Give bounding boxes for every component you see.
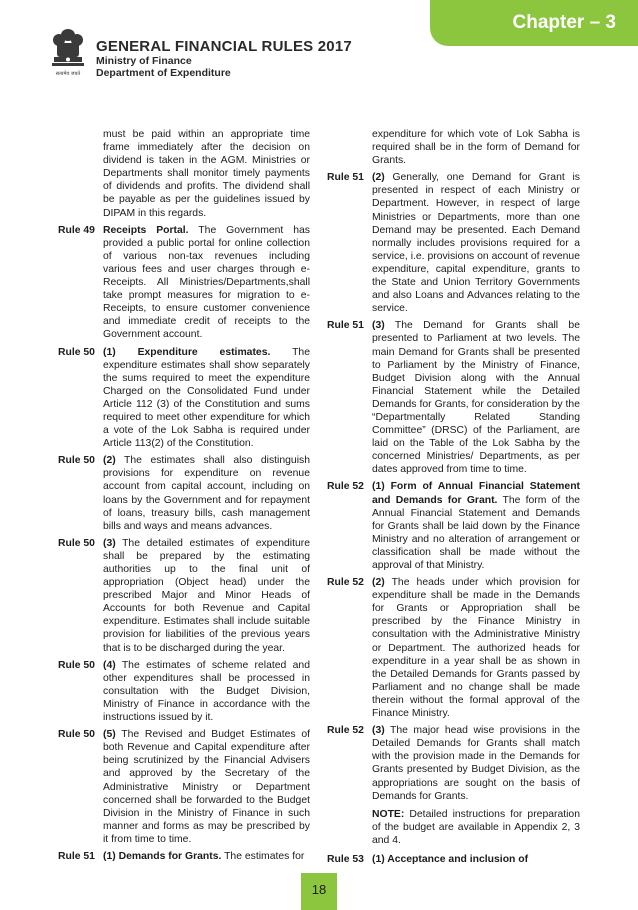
rule-52-3 [327, 724, 580, 803]
note-heading: NOTE: [372, 808, 405, 820]
rule-body-text: The heads under which provision for expenditure shall be made in the Demands for Grants or Appropriation shall be prescribed by the Finance Ministry in consultation with the Administrative Ministry or Department. The authorized heads for expenditure in a year shall be as shown in the Detailed Demands for Grants passed by Parliament and no change shall be made therein without the formal approval of the Finance Ministry. [372, 577, 580, 720]
national-emblem-icon [48, 25, 88, 79]
chapter-label: Chapter – 3 [512, 12, 616, 33]
rule-number: Rule 51 [327, 172, 364, 184]
rule-number: Rule 52 [327, 577, 364, 589]
rule-52-1 [327, 480, 580, 572]
continuation-text: must be paid within an appropriate time frame immediately after the decision on dividend is taken in the AGM. Ministries or Departments shall monitor timely payments of dividends and profits. The dividend shall be payable as per the guidelines issued by DIPAM in this regards. [103, 129, 310, 219]
page-number: 18 [311, 882, 327, 897]
rule-number: Rule 50 [58, 346, 95, 358]
rule-body-text: The major head wise provisions in the Detailed Demands for Grants shall match with the provision made in the Demands for Grants presented by Budget Division, as the appropriations are sought on the basis of Demands for Grants. [372, 725, 580, 802]
rule-body-text: The Government has provided a public portal for online collection of various non-tax revenues including various fees and user charges through e-Receipts. All Ministries/Departments,shall take prompt measures for migration to e-Receipts, to ensure customer convenience and immediate credit of receipts to the Government account. [103, 224, 310, 341]
right-column [327, 128, 580, 870]
page-number-box [301, 873, 337, 910]
chapter-tab [430, 0, 638, 46]
rule-50-4 [58, 659, 310, 724]
rule-number: Rule 50 [58, 537, 95, 549]
rule-number: Rule 49 [58, 224, 95, 236]
note-text: Detailed instructions for preparation of the budget are available in Appendix 2, 3 and 4. [372, 808, 580, 846]
rule-text [372, 853, 580, 866]
rule-52-2 [327, 576, 580, 720]
rule-text [103, 224, 310, 342]
rule-body-text: The estimates shall also distinguish provisions for expenditure on revenue account from capital account, including on loans by the Government and for repayment of loans, treasury bills, cash management bills and ways and means advances. [103, 455, 310, 532]
rule-51-1 [58, 850, 310, 863]
rule-51-3 [327, 319, 580, 476]
rule-text [103, 537, 310, 655]
ministry-name: Ministry of Finance [96, 55, 192, 67]
rule-text [103, 346, 310, 451]
rule-number: Rule 52 [327, 725, 364, 737]
rule-heading: (1) Expenditure estimates. [103, 346, 271, 358]
rule-50-5 [58, 728, 310, 846]
rule-number: Rule 51 [327, 320, 364, 332]
left-column [58, 128, 310, 867]
rule-heading: (3) [372, 320, 385, 332]
rule-text [372, 171, 580, 315]
rule-number: Rule 50 [58, 659, 95, 671]
rule-text [372, 319, 580, 476]
rule-51-2 [327, 171, 580, 315]
rule-heading: Receipts Portal. [103, 224, 189, 236]
rule-number: Rule 50 [58, 729, 95, 741]
rule-number: Rule 50 [58, 455, 95, 467]
rule-heading: (3) [103, 537, 116, 549]
rule-text [103, 659, 310, 724]
rule-body-text: The estimates for [221, 850, 305, 862]
rule-text [372, 480, 580, 572]
rule-body-text: Generally, one Demand for Grant is presented in respect of each Ministry or Department. However, in respect of large Ministries or Departments, more than one Demand may be presented. Each Demand normally includes provisions required for a service, i.e. provisions on account of revenue expenditure, capital expenditure, grants to the State and Union Territory Governments and also Loans and Advances relating to the service. [372, 172, 580, 315]
rule-text [372, 724, 580, 803]
rule-heading: (2) [103, 455, 116, 467]
rule-50-2 [58, 454, 310, 533]
rule-heading: (2) [372, 172, 385, 184]
rule-number: Rule 53 [327, 853, 364, 865]
rule-number: Rule 52 [327, 481, 364, 493]
department-name: Department of Expenditure [96, 67, 231, 79]
continuation-text: expenditure for which vote of Lok Sabha is required shall be in the form of Demand for Grants. [372, 129, 580, 167]
rule-50-3 [58, 537, 310, 655]
rule-53-1 [327, 853, 580, 866]
rule-body-text: The detailed estimates of expenditure shall be prepared by the estimating authorities up to the final unit of appropriation (Object head) under the prescribed Major and Minor Heads of Accounts for both Revenue and Capital expenditure. Estimates shall include suitable provision for liabilities of the previous years that is to be discharged during the year. [103, 537, 310, 654]
rule-49 [58, 224, 310, 342]
rule-body-text: The Revised and Budget Estimates of both Revenue and Capital expenditure after being scrutinized by the Financial Advisers and approved by the Secretary of the Administrative Ministry or Department concerned shall be forwarded to the Budget Division in the Ministry of Finance in such manner and forms as may be prescribed by it from time to time. [103, 729, 310, 845]
rule-body-text: The Demand for Grants shall be presented to Parliament at two levels. The main Demand for Grants shall be presented to Parliament by the Ministry of Finance, Budget Division along with the Annual Financial Statement while the Detailed Demands for Grants, for consideration by the “Departmentally Related Standing Committee” (DRSC) of the Parliament, are laid on the Table of the Lok Sabha by the concerned Ministries/ Departments, as per dates approved from time to time. [372, 320, 580, 476]
rule-heading: (4) [103, 659, 116, 671]
document-title: GENERAL FINANCIAL RULES 2017 [96, 38, 352, 55]
rule-number: Rule 51 [58, 850, 95, 862]
rule-text [103, 454, 310, 533]
rule-body-text: The form of the Annual Financial Statement and Demands for Grants shall be laid down by the Finance Ministry and no alteration of arrangement or classification shall be made without the approval of that Ministry. [372, 494, 580, 571]
note [372, 808, 580, 847]
rule-text [103, 728, 310, 846]
rule-text [103, 850, 310, 863]
rule-body-text: The expenditure estimates shall show separately the sums required to meet the expenditure Charged on the Consolidated Fund under Article 112 (3) of the Constitution and sums required to meet other expenditure for which a vote of the Lok Sabha is required under Article 113(2) of the Constitution. [103, 346, 310, 450]
rule-50-1 [58, 346, 310, 451]
svg-text:सत्यमेव जयते: सत्यमेव जयते [55, 71, 81, 77]
rule-text [372, 576, 580, 720]
rule-heading: (5) [103, 729, 116, 741]
rule-heading: (1) Demands for Grants. [103, 850, 222, 862]
rule-heading: (3) [372, 725, 385, 737]
rule-heading: (1) Acceptance and inclusion of [372, 853, 529, 865]
rule-body-text: The estimates of scheme related and other expenditures shall be processed in consultation with the Budget Division, Ministry of Finance in accordance with the instructions issued by it. [103, 659, 310, 724]
rule-heading: (1) Form of Annual Financial Statement and Demands for Grant. [372, 481, 580, 506]
rule-heading: (2) [372, 577, 385, 589]
